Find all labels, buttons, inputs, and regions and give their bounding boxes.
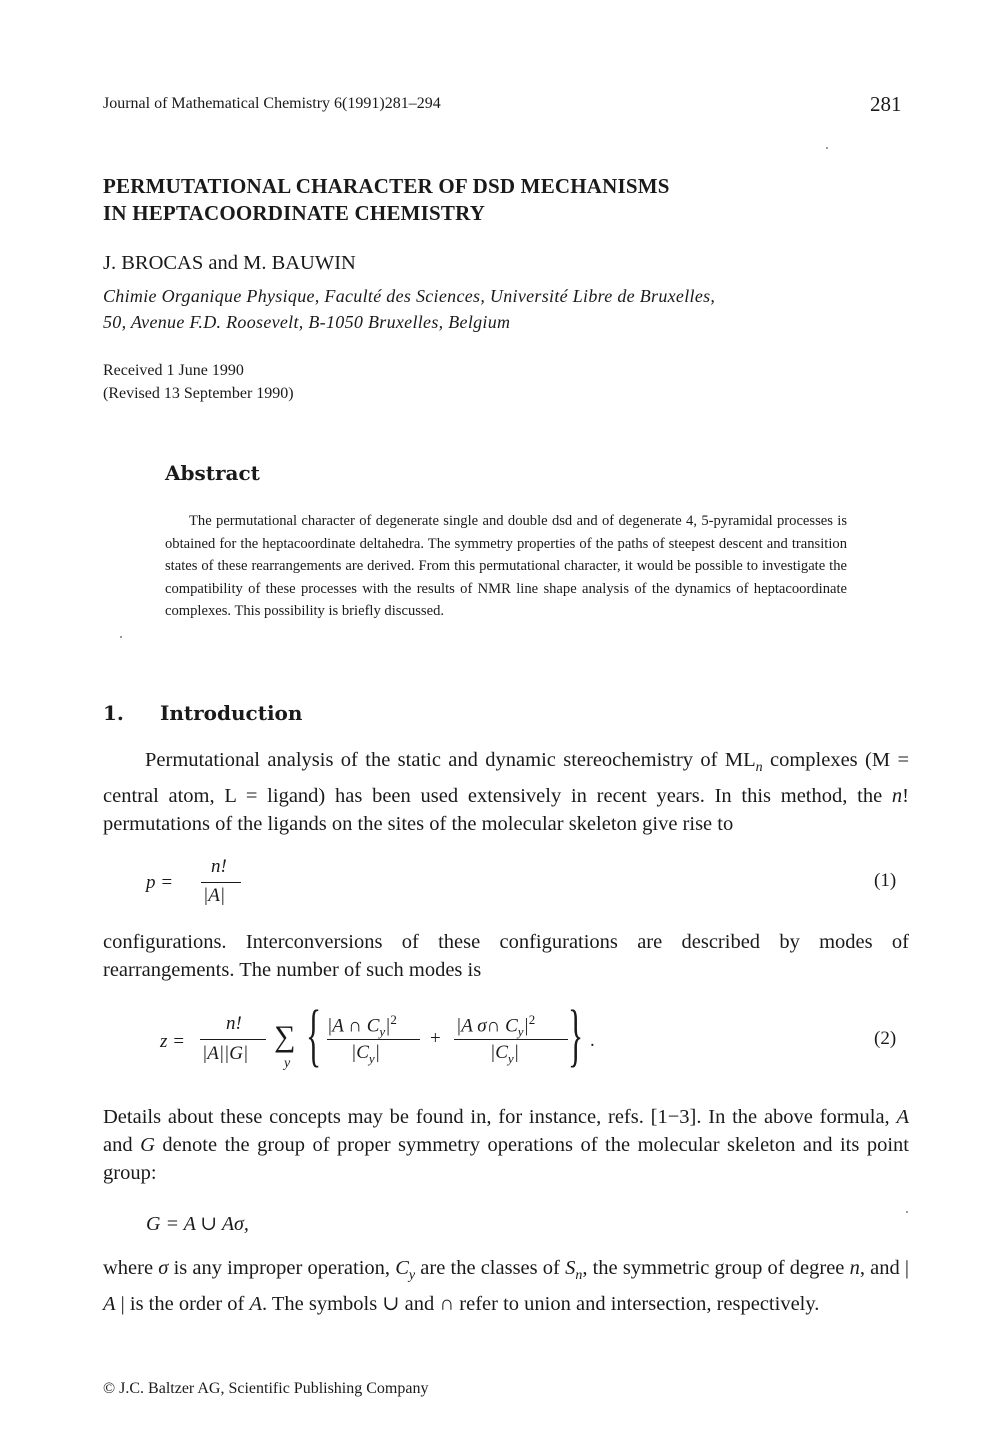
eq2-plus: + <box>430 1028 441 1049</box>
eq2-numerator: n! <box>226 1013 242 1034</box>
section-number: 1. <box>103 701 124 725</box>
affiliation-line-2: 50, Avenue F.D. Roosevelt, B-1050 Bruxelles, Belgium <box>103 312 511 332</box>
eq2-open-brace: { <box>306 997 322 1074</box>
title-line-1: PERMUTATIONAL CHARACTER OF DSD MECHANISMS <box>103 174 670 198</box>
revised-date: (Revised 13 September 1990) <box>103 385 294 402</box>
section-heading <box>103 701 302 725</box>
eq2-label: (2) <box>874 1028 897 1049</box>
journal-citation: Journal of Mathematical Chemistry 6(1991)281–294 <box>103 95 441 112</box>
abstract-body: The permutational character of degenerate single and double dsd and of degenerate 4, 5-pyramidal processes is obtained for the heptacoordinate deltahedra. The symmetry properties of the paths of steepest descent and transition states of these rearrangements are derived. From this permutational character, it would be possible to investigate the compatibility of these processes with the results of NMR line shape analysis of the dynamics of heptacoordinate complexes. This possibility is briefly discussed. <box>165 513 847 619</box>
scan-speck <box>120 636 122 638</box>
eq1-numerator: n! <box>211 856 227 877</box>
page-number: 281 <box>870 92 902 116</box>
eq2-sum: ∑ <box>274 1020 296 1053</box>
paragraph-3: Details about these concepts may be found in, for instance, refs. [1−3]. In the above formula, A and G denote the group of proper symmetry operations of the molecular skeleton and its point group: <box>103 1106 909 1184</box>
eq2-term2-bar <box>454 1039 568 1040</box>
abstract-heading: Abstract <box>165 461 260 485</box>
scan-speck <box>826 147 828 149</box>
dates <box>103 359 294 405</box>
eq2-term2-denominator: $|C_y|$ <box>490 1042 519 1066</box>
eq2-term1-bar <box>327 1039 420 1040</box>
eq2-term1-denominator: $|C_y|$ <box>351 1042 380 1066</box>
eq2-denominator: |A||G| <box>202 1043 249 1064</box>
paragraph-2: configurations. Interconversions of these configurations are described by modes of rearrangements. The number of such modes is <box>103 931 909 981</box>
paragraph-1: Permutational analysis of the static and dynamic stereochemistry of $ML_n$ complexes (M = central atom, L = ligand) has been used extensively in recent years. In this method, the n! permutations of the ligands on the sites of the molecular skeleton give rise to <box>103 749 910 836</box>
eq3: G = A ∪ Aσ, <box>146 1213 249 1235</box>
abstract-text <box>165 510 847 623</box>
authors: J. BROCAS and M. BAUWIN <box>103 252 356 274</box>
eq2-fraction-bar <box>200 1039 266 1040</box>
affiliation-line-1: Chimie Organique Physique, Faculté des Sciences, Université Libre de Bruxelles, <box>103 286 716 306</box>
scan-speck <box>906 1211 908 1213</box>
paper-title <box>103 173 670 227</box>
eq2-term1-numerator: |A ∩ $C_y|^2$ <box>327 1012 397 1040</box>
received-date: Received 1 June 1990 <box>103 362 244 379</box>
eq2-close-brace: } <box>568 997 584 1074</box>
eq2-sum-index: y <box>284 1056 291 1071</box>
copyright-footer: © J.C. Baltzer AG, Scientific Publishing Company <box>103 1380 429 1397</box>
eq1-label: (1) <box>874 870 897 891</box>
eq1-denominator: |A| <box>203 885 226 906</box>
section-title: Introduction <box>160 701 303 725</box>
affiliation <box>103 283 715 335</box>
eq2-term2-numerator: |A σ∩ $C_y|^2$ <box>456 1012 536 1040</box>
paragraph-4: where σ is any improper operation, $C_y$ are the classes of $S_n$, the symmetric group of degree n, and | A | is the order of A. The symbols ∪ and ∩ refer to union and intersection, respectively. <box>103 1257 909 1316</box>
eq1-fraction-bar <box>201 882 241 883</box>
eq1-lhs: p = <box>146 872 174 893</box>
eq2-period: . <box>590 1030 595 1051</box>
eq2-lhs: z = <box>160 1031 185 1052</box>
title-line-2: IN HEPTACOORDINATE CHEMISTRY <box>103 201 486 225</box>
